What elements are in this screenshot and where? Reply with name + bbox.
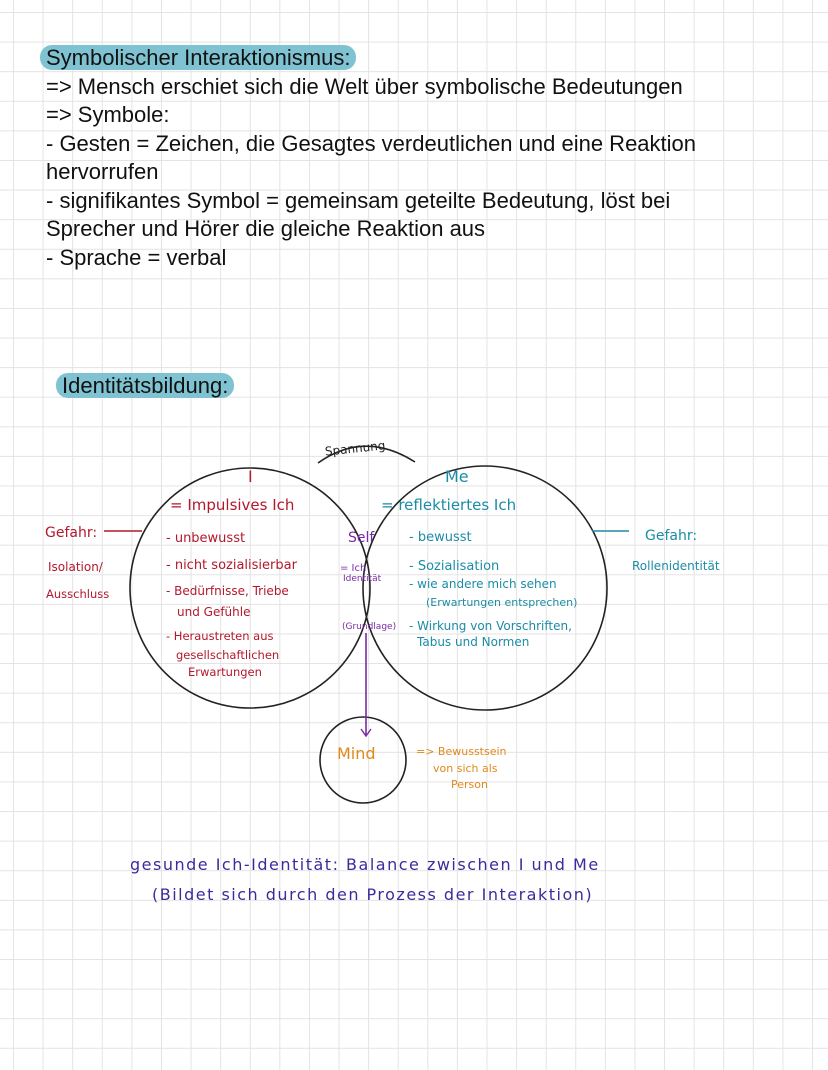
conclusion-line: gesunde Ich-Identität: Balance zwischen I und Me <box>130 855 600 874</box>
me-item: - wie andere mich sehen <box>409 577 557 591</box>
self-title: Self <box>348 530 375 546</box>
i-danger: Ausschluss <box>46 587 110 601</box>
i-item: - Bedürfnisse, Triebe <box>166 584 289 598</box>
self-basis: (Grundlage) <box>342 622 397 632</box>
i-danger-label: Gefahr: <box>45 525 98 541</box>
text-line: => Symbole: <box>46 102 170 127</box>
i-item: gesellschaftlichen <box>176 648 280 662</box>
mind-title: Mind <box>337 744 376 763</box>
mind-item: von sich als <box>433 762 498 775</box>
section-heading-identity: Identitätsbildung: <box>62 372 234 401</box>
i-item: - unbewusst <box>166 531 246 546</box>
i-item: = Impulsives Ich <box>170 496 295 514</box>
mind-item: Person <box>451 778 488 791</box>
text-line: => Mensch erschiet sich die Welt über symbolische Bedeutungen <box>46 73 683 99</box>
tension-label: Spannung <box>324 438 387 459</box>
text-line: - signifikantes Symbol = gemeinsam geteilte Bedeutung, löst bei <box>46 187 671 213</box>
text-line: - Gesten = Zeichen, die Gesagtes verdeutlichen und eine Reaktion <box>46 130 697 156</box>
me-item: (Erwartungen entsprechen) <box>426 596 578 609</box>
i-item: und Gefühle <box>177 605 251 619</box>
text-line: hervorrufen <box>46 159 159 184</box>
text-line: Sprecher und Hörer die gleiche Reaktion aus <box>46 216 486 241</box>
section-heading-symbolic-interactionism: Symbolischer Interaktionismus: <box>46 44 356 73</box>
me-danger-label: Gefahr: <box>645 528 698 544</box>
me-title: Me <box>445 467 469 486</box>
mind-item: => Bewusstsein <box>416 745 507 758</box>
i-item: - nicht sozialisierbar <box>166 558 297 573</box>
i-danger: Isolation/ <box>48 560 103 574</box>
me-item: Tabus und Normen <box>417 635 530 649</box>
me-danger: Rollenidentität <box>632 559 720 573</box>
self-item: = Ich <box>340 563 367 574</box>
me-item: - Wirkung von Vorschriften, <box>409 619 572 633</box>
conclusion-line: (Bildet sich durch den Prozess der Interaktion) <box>152 885 594 904</box>
text-line: - Sprache = verbal <box>46 244 227 270</box>
me-item: - Sozialisation <box>409 559 500 574</box>
me-item: - bewusst <box>409 530 472 545</box>
i-title: I <box>248 467 253 486</box>
i-item: Erwartungen <box>188 665 262 679</box>
i-item: - Heraustreten aus <box>166 629 274 643</box>
self-item: Identität <box>343 574 382 584</box>
me-item: = reflektiertes Ich <box>381 496 517 514</box>
